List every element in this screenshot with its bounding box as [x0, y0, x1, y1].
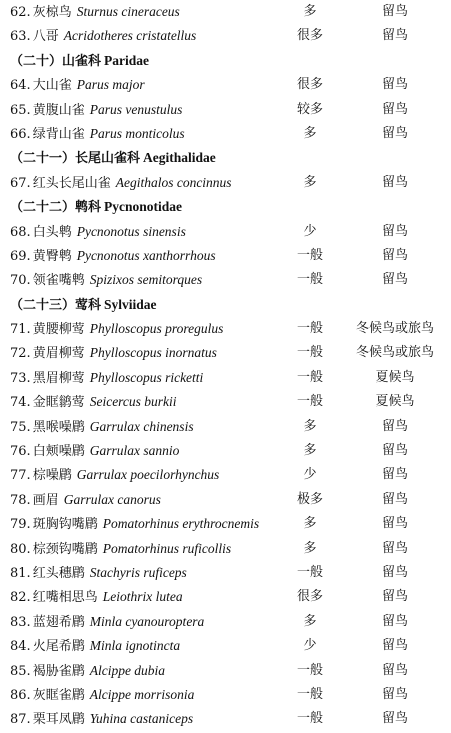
species-number: 62.: [10, 5, 31, 20]
residency-type: 留鸟: [381, 77, 408, 93]
species-chinese-name: 八哥: [32, 29, 59, 45]
abundance: 多: [303, 418, 317, 434]
residency-type: 留鸟: [381, 443, 408, 459]
abundance: 一般: [296, 345, 323, 361]
species-chinese-name: 火尾希鹛: [32, 639, 85, 655]
species-number: 73.: [10, 370, 31, 386]
species-chinese-name: 黄臀鹎: [32, 248, 72, 264]
species-scientific-name: Leiothrix lutea: [102, 589, 183, 605]
species-name-cell: [10, 488, 161, 513]
species-name-cell: [10, 439, 179, 464]
abundance: 一般: [296, 564, 323, 580]
species-scientific-name: Alcippe dubia: [89, 662, 166, 678]
species-row: [0, 463, 451, 487]
abundance: 多: [303, 125, 317, 141]
species-row: [0, 220, 451, 244]
species-scientific-name: Garrulax poecilorhynchus: [76, 467, 220, 483]
species-row: [0, 73, 451, 97]
species-chinese-name: 斑胸钩嘴鹛: [32, 517, 98, 533]
residency-type: 夏候鸟: [375, 369, 415, 385]
species-scientific-name: Pomatorhinus ruficollis: [102, 540, 232, 556]
species-number: 63.: [10, 29, 31, 45]
species-number: 68.: [10, 224, 31, 240]
abundance: 多: [303, 4, 317, 19]
species-row: [0, 537, 451, 561]
species-name-cell: [10, 24, 196, 49]
residency-type: 留鸟: [381, 272, 408, 288]
residency-type: 留鸟: [381, 101, 408, 117]
species-row: [0, 98, 451, 122]
residency-type: 留鸟: [381, 467, 408, 483]
species-number: 65.: [10, 102, 31, 118]
species-number: 79.: [10, 517, 31, 533]
species-scientific-name: Spizixos semitorques: [89, 272, 203, 288]
species-row: [0, 268, 451, 292]
species-row: [0, 439, 451, 463]
species-name-cell: [10, 220, 186, 245]
species-name-cell: [10, 268, 202, 293]
species-chinese-name: 灰椋鸟: [32, 5, 72, 20]
species-row: [0, 317, 451, 341]
abundance: 多: [303, 613, 317, 629]
residency-type: 留鸟: [381, 711, 408, 727]
family-latin-name: Sylviidae: [104, 296, 157, 312]
species-name-cell: [10, 537, 231, 562]
abundance: 一般: [296, 686, 323, 702]
abundance: 少: [303, 638, 317, 654]
species-number: 81.: [10, 565, 31, 581]
species-chinese-name: 黄腹山雀: [32, 102, 85, 118]
species-chinese-name: 大山雀: [32, 78, 72, 94]
species-name-cell: [10, 585, 183, 610]
species-row: [0, 0, 451, 24]
family-latin-name: Pycnonotidae: [104, 199, 183, 215]
species-number: 80.: [10, 541, 31, 557]
species-scientific-name: Parus monticolus: [89, 125, 185, 141]
species-number: 64.: [10, 78, 31, 94]
residency-type: 留鸟: [381, 662, 408, 678]
species-row: [0, 561, 451, 585]
family-heading: [0, 195, 451, 219]
residency-type: 留鸟: [381, 174, 408, 190]
species-number: 67.: [10, 175, 31, 191]
species-number: 75.: [10, 419, 31, 435]
species-row: [0, 707, 451, 731]
species-name-cell: [10, 244, 216, 269]
species-row: [0, 488, 451, 512]
species-number: 71.: [10, 322, 31, 338]
abundance: 很多: [296, 28, 323, 44]
species-scientific-name: Sturnus cineraceus: [76, 4, 180, 19]
residency-type: 冬候鸟或旅鸟: [355, 321, 434, 337]
species-chinese-name: 红嘴相思鸟: [32, 590, 98, 606]
species-chinese-name: 红头穗鹛: [32, 565, 85, 581]
species-number: 82.: [10, 590, 31, 606]
species-number: 69.: [10, 248, 31, 264]
species-scientific-name: Garrulax canorus: [63, 491, 161, 507]
residency-type: 留鸟: [381, 28, 408, 44]
species-scientific-name: Parus venustulus: [89, 101, 183, 117]
abundance: 多: [303, 174, 317, 190]
residency-type: 留鸟: [381, 540, 408, 556]
residency-type: 留鸟: [381, 613, 408, 629]
residency-type: 冬候鸟或旅鸟: [355, 345, 434, 361]
species-scientific-name: Phylloscopus proregulus: [89, 321, 224, 337]
species-row: [0, 390, 451, 414]
species-scientific-name: Phylloscopus ricketti: [89, 369, 204, 385]
residency-type: 留鸟: [381, 491, 408, 507]
abundance: 一般: [296, 369, 323, 385]
species-chinese-name: 白颊噪鹛: [32, 444, 85, 460]
abundance: 一般: [296, 321, 323, 337]
abundance: 少: [303, 223, 317, 239]
residency-type: 留鸟: [381, 418, 408, 434]
family-heading: [0, 293, 451, 317]
species-name-cell: [10, 610, 204, 635]
species-scientific-name: Phylloscopus inornatus: [89, 345, 217, 361]
species-row: [0, 24, 451, 48]
species-scientific-name: Minla ignotincta: [89, 638, 181, 654]
species-name-cell: [10, 634, 180, 659]
species-number: 70.: [10, 273, 31, 289]
species-name-cell: [10, 707, 193, 732]
family-chinese-name: （二十二）鹎科: [10, 200, 102, 216]
species-number: 86.: [10, 687, 31, 703]
species-name-cell: [10, 415, 194, 440]
family-heading: [0, 49, 451, 73]
species-scientific-name: Yuhina castaniceps: [89, 711, 194, 727]
family-latin-name: Paridae: [104, 52, 150, 68]
family-latin-name: Aegithalidae: [143, 150, 216, 166]
species-scientific-name: Minla cyanouroptera: [89, 613, 205, 629]
species-row: [0, 122, 451, 146]
species-number: 78.: [10, 492, 31, 508]
residency-type: 留鸟: [381, 686, 408, 702]
species-name-cell: [10, 98, 182, 123]
family-heading: [0, 146, 451, 170]
species-name-cell: [10, 390, 177, 415]
abundance: 很多: [296, 77, 323, 93]
species-scientific-name: Garrulax sannio: [89, 443, 180, 459]
species-number: 72.: [10, 346, 31, 362]
species-row: [0, 512, 451, 536]
species-number: 76.: [10, 444, 31, 460]
residency-type: 留鸟: [381, 638, 408, 654]
residency-type: 留鸟: [381, 516, 408, 532]
abundance: 多: [303, 540, 317, 556]
species-row: [0, 683, 451, 707]
species-chinese-name: 黑眉柳莺: [32, 370, 85, 386]
species-row: [0, 634, 451, 658]
species-chinese-name: 红头长尾山雀: [32, 175, 111, 191]
species-number: 77.: [10, 468, 31, 484]
residency-type: 留鸟: [381, 223, 408, 239]
species-name-cell: [10, 122, 185, 147]
species-scientific-name: Acridotheres cristatellus: [63, 28, 197, 44]
species-chinese-name: 蓝翅希鹛: [32, 614, 85, 630]
abundance: 一般: [296, 662, 323, 678]
species-name-cell: [10, 463, 219, 488]
species-row: [0, 659, 451, 683]
residency-type: 夏候鸟: [375, 394, 415, 410]
species-scientific-name: Pomatorhinus erythrocnemis: [102, 516, 260, 532]
residency-type: 留鸟: [381, 247, 408, 263]
species-name-cell: [10, 683, 194, 708]
species-scientific-name: Seicercus burkii: [89, 394, 177, 410]
species-row: [0, 171, 451, 195]
species-name-cell: [10, 0, 180, 25]
abundance: 较多: [296, 101, 323, 117]
species-chinese-name: 金眶鹟莺: [32, 395, 85, 411]
species-number: 84.: [10, 639, 31, 655]
species-name-cell: [10, 171, 232, 196]
species-scientific-name: Garrulax chinensis: [89, 418, 194, 434]
species-chinese-name: 领雀嘴鹎: [32, 273, 85, 289]
abundance: 很多: [296, 589, 323, 605]
species-row: [0, 341, 451, 365]
species-number: 74.: [10, 395, 31, 411]
species-name-cell: [10, 73, 145, 98]
species-chinese-name: 画眉: [32, 492, 59, 508]
species-row: [0, 415, 451, 439]
residency-type: 留鸟: [381, 589, 408, 605]
abundance: 一般: [296, 272, 323, 288]
species-chinese-name: 灰眶雀鹛: [32, 687, 85, 703]
abundance: 多: [303, 443, 317, 459]
species-scientific-name: Stachyris ruficeps: [89, 564, 187, 580]
residency-type: 留鸟: [381, 564, 408, 580]
residency-type: 留鸟: [381, 4, 408, 19]
species-row: [0, 610, 451, 634]
species-chinese-name: 栗耳凤鹛: [32, 712, 85, 728]
abundance: 少: [303, 467, 317, 483]
residency-type: 留鸟: [381, 125, 408, 141]
species-chinese-name: 棕颈钩嘴鹛: [32, 541, 98, 557]
species-name-cell: [10, 659, 165, 684]
species-name-cell: [10, 317, 223, 342]
species-name-cell: [10, 366, 203, 391]
species-scientific-name: Aegithalos concinnus: [115, 174, 232, 190]
species-name-cell: [10, 561, 187, 586]
species-chinese-name: 黄腰柳莺: [32, 322, 85, 338]
species-chinese-name: 黄眉柳莺: [32, 346, 85, 362]
species-scientific-name: Parus major: [76, 77, 145, 93]
abundance: 多: [303, 516, 317, 532]
species-scientific-name: Pycnonotus sinensis: [76, 223, 186, 239]
species-number: 66.: [10, 126, 31, 142]
species-row: [0, 366, 451, 390]
species-number: 85.: [10, 663, 31, 679]
species-row: [0, 244, 451, 268]
abundance: 一般: [296, 711, 323, 727]
species-scientific-name: Pycnonotus xanthorrhous: [76, 247, 216, 263]
species-name-cell: [10, 512, 259, 537]
species-chinese-name: 白头鹎: [32, 224, 72, 240]
family-chinese-name: （二十一）长尾山雀科: [10, 151, 141, 167]
species-name-cell: [10, 341, 217, 366]
family-chinese-name: （二十三）莺科: [10, 297, 102, 313]
species-chinese-name: 褐胁雀鹛: [32, 663, 85, 679]
family-chinese-name: （二十）山雀科: [10, 53, 102, 69]
species-chinese-name: 绿背山雀: [32, 126, 85, 142]
species-number: 83.: [10, 614, 31, 630]
species-scientific-name: Alcippe morrisonia: [89, 686, 195, 702]
abundance: 一般: [296, 247, 323, 263]
species-row: [0, 585, 451, 609]
abundance: 极多: [296, 491, 323, 507]
species-number: 87.: [10, 712, 31, 728]
abundance: 一般: [296, 394, 323, 410]
species-chinese-name: 棕噪鹛: [32, 468, 72, 484]
species-chinese-name: 黑喉噪鹛: [32, 419, 85, 435]
